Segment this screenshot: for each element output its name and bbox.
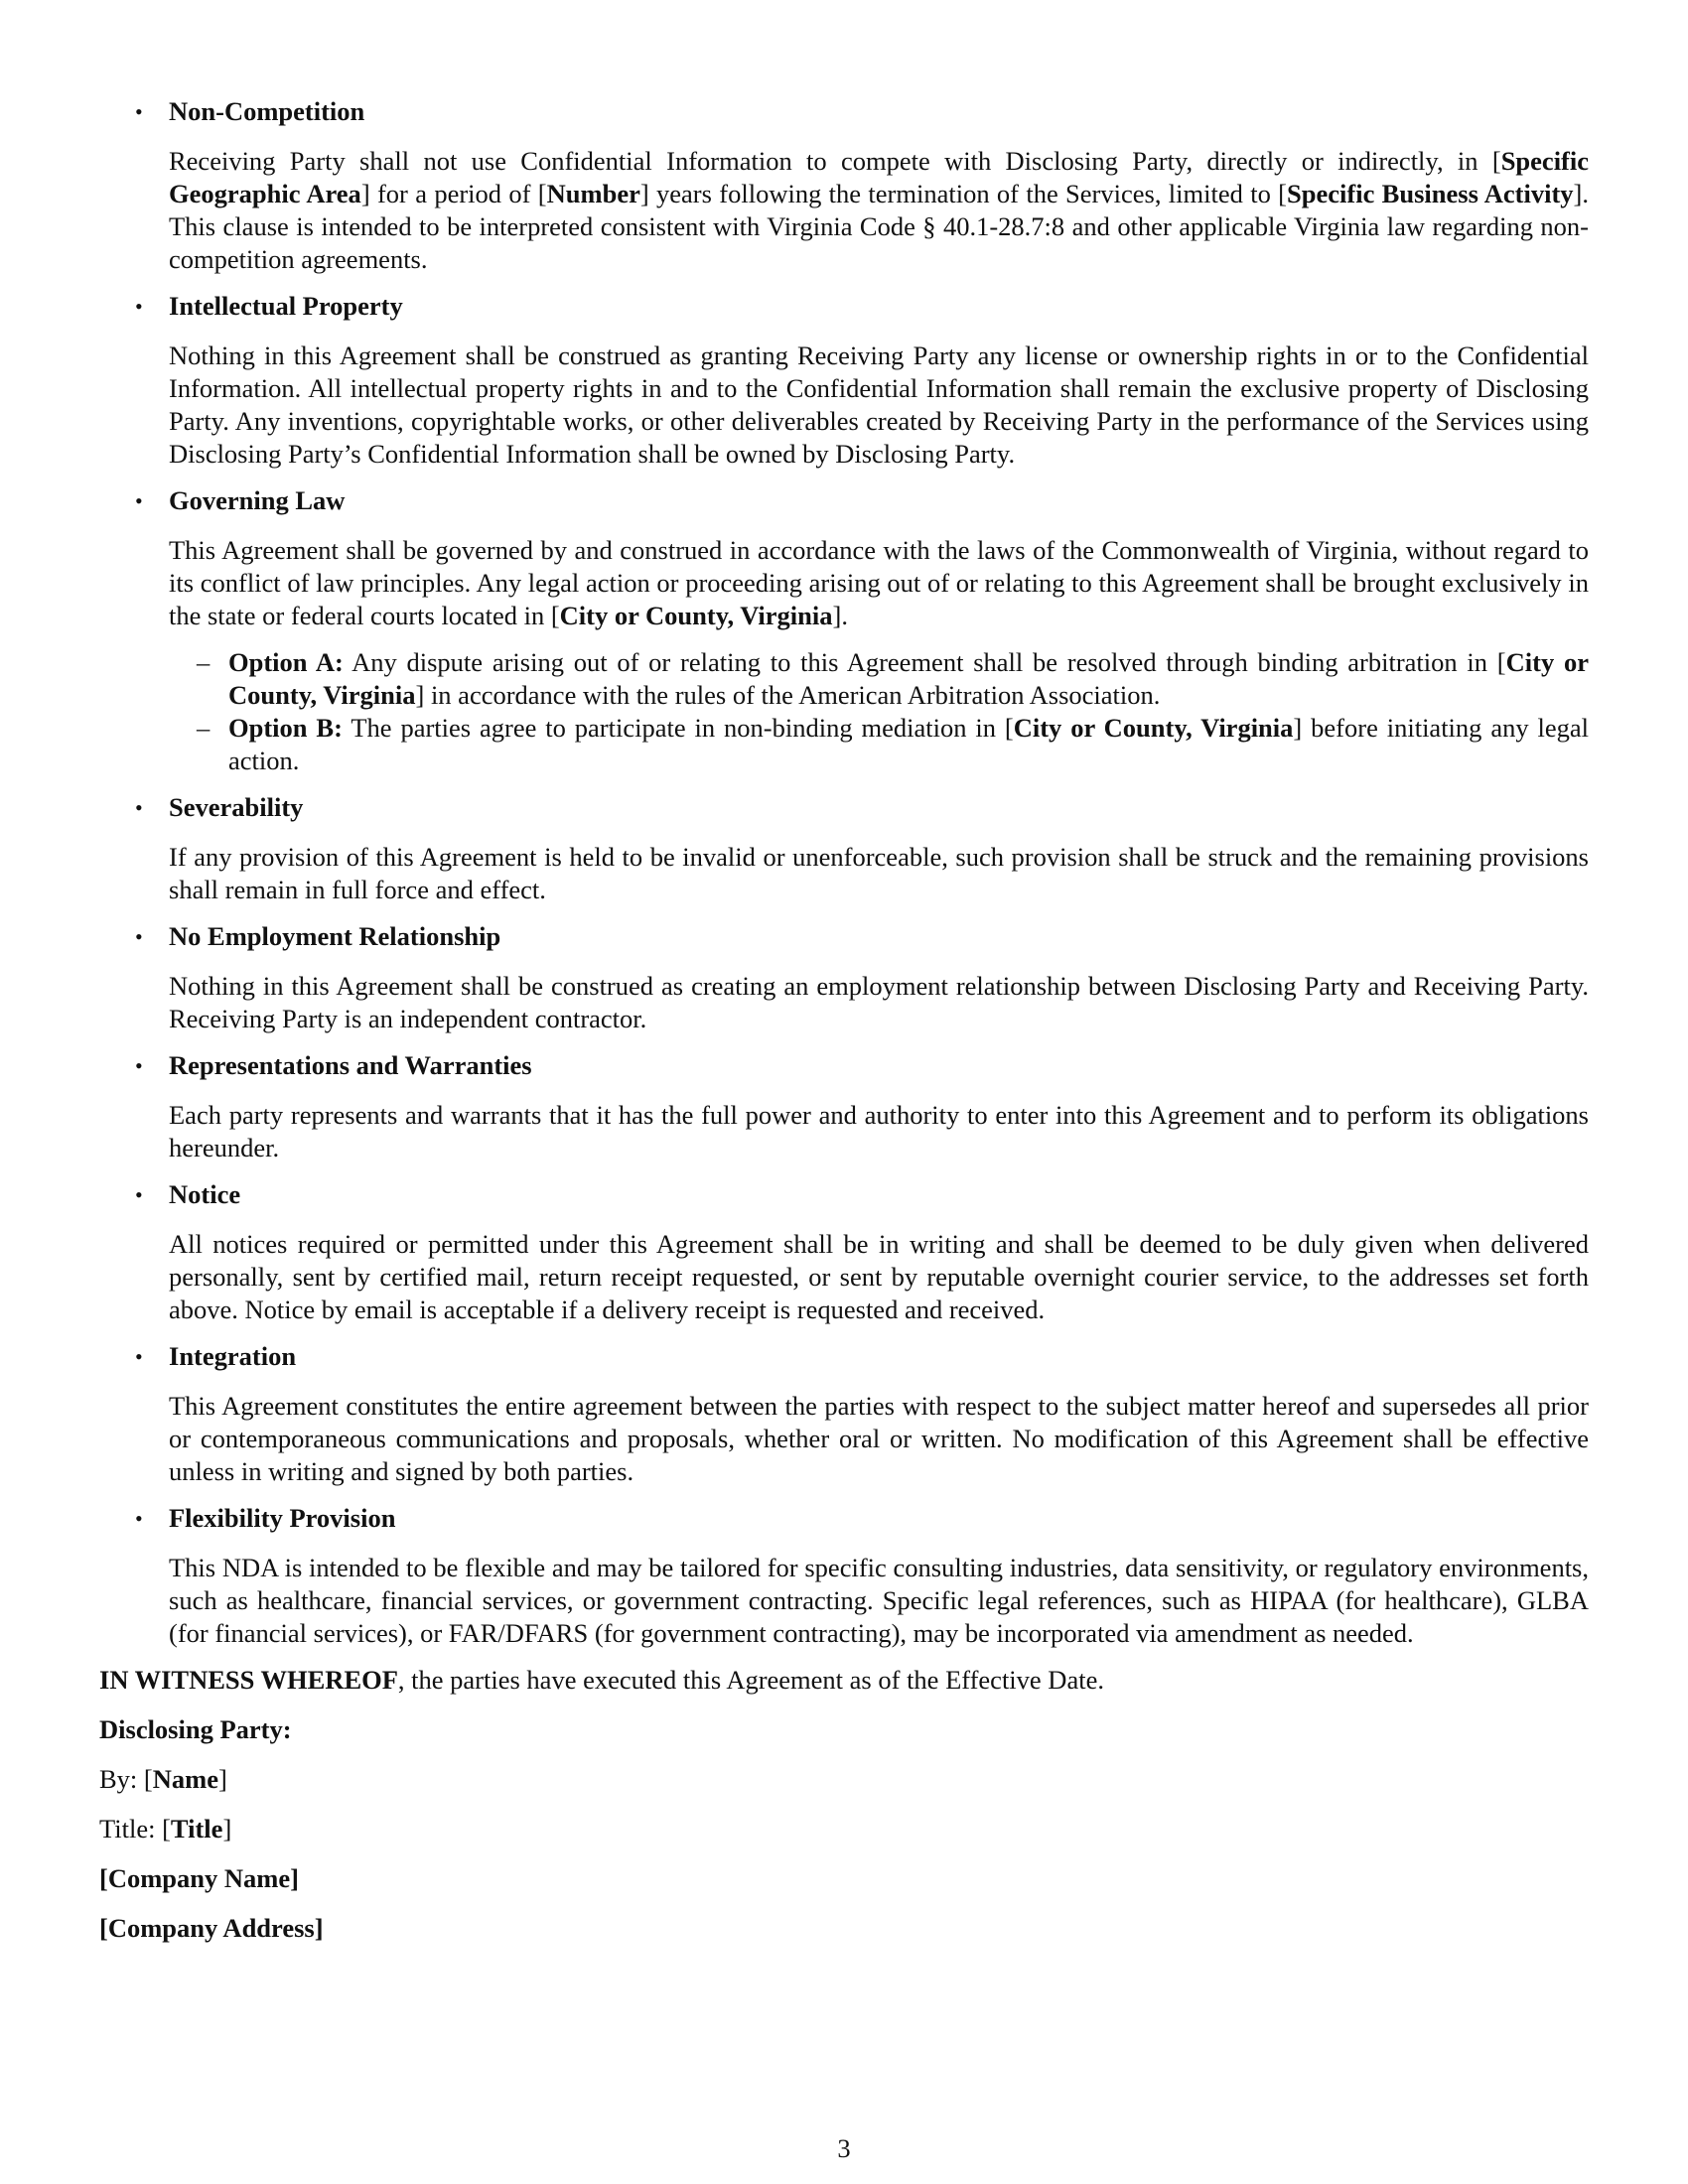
clause-body [169, 841, 1589, 906]
text-run: Each party represents and warrants that it has the full power and authority to enter into this Agreement and to perform its obligations hereunder. [169, 1100, 1589, 1162]
text-run: Receiving Party shall not use Confidential Information to compete with Disclosing Party, directly or indirectly, in [ [169, 146, 1501, 176]
bold-text: City or County, Virginia [559, 601, 833, 630]
text-run: ] years following the termination of the Services, limited to [ [639, 179, 1288, 208]
option-item [169, 712, 1589, 777]
signature-line [99, 1664, 1589, 1697]
text-run: This Agreement shall be governed by and construed in accordance with the laws of the Commonwealth of Virginia, without regard to its conflict of law principles. Any legal action or proceeding arising out of or relating to this Agreement shall be brought exclusively in the state or federal courts located in [ [169, 535, 1589, 630]
bold-text: City or County, Virginia [1013, 713, 1294, 743]
clause-heading: Flexibility Provision [169, 1503, 396, 1533]
clause-body [169, 970, 1589, 1035]
text-run: All notices required or permitted under this Agreement shall be in writing and shall be deemed to be duly given when delivered personally, sent by certified mail, return receipt requested, or sent by reputable overnight courier service, to the addresses set forth above. Notice by email is acceptable if a delivery receipt is requested and received. [169, 1229, 1589, 1324]
page-number: 3 [837, 2133, 851, 2163]
clause-body [169, 1099, 1589, 1164]
signature-line [99, 1713, 1589, 1746]
clause-integration [99, 1340, 1589, 1488]
clause-flexibility-provision [99, 1502, 1589, 1650]
clause-body [169, 1228, 1589, 1326]
clause-heading: No Employment Relationship [169, 921, 501, 951]
bold-text: IN WITNESS WHEREOF [99, 1665, 398, 1695]
text-run: The parties agree to participate in non-binding mediation in [ [342, 713, 1014, 743]
document-page [99, 95, 1589, 1962]
clause-heading: Severability [169, 792, 304, 822]
bullet-icon: • [135, 99, 143, 124]
bullet-icon: • [135, 924, 143, 949]
clause-non-competition [99, 95, 1589, 276]
clause-representations-and-warranties [99, 1049, 1589, 1164]
text-run: Title: [ [99, 1814, 171, 1843]
clause-body [169, 1552, 1589, 1650]
bold-text: Specific Business Activity [1287, 179, 1574, 208]
clause-body [169, 534, 1589, 632]
clause-severability [99, 791, 1589, 906]
clause-intellectual-property [99, 290, 1589, 471]
text-run: ] [217, 1764, 227, 1794]
bold-text: Option B: [228, 713, 343, 743]
clause-list [99, 95, 1589, 1650]
bullet-icon: • [135, 795, 143, 820]
signature-line [99, 1813, 1589, 1845]
bullet-icon: • [135, 1344, 143, 1369]
bold-text: Name [152, 1764, 218, 1794]
text-run: By: [ [99, 1764, 153, 1794]
clause-body [169, 1390, 1589, 1488]
bold-text: Option A: [228, 647, 344, 677]
bullet-icon: • [135, 1182, 143, 1207]
text-run: ]. This clause is intended to be interpreted consistent with Virginia Code § 40.1-28.7:8 and other applicable Virginia law regarding non-competition agreements. [169, 179, 1589, 274]
text-run: ] before initiating any legal action. [228, 713, 1589, 775]
signature-line [99, 1862, 1589, 1895]
bullet-icon: • [135, 1053, 143, 1078]
clause-notice [99, 1178, 1589, 1326]
text-run: This Agreement constitutes the entire agreement between the parties with respect to the subject matter hereof and supersedes all prior or contemporaneous communications and proposals, whether oral or written. No modification of this Agreement shall be effective unless in writing and signed by both parties. [169, 1391, 1589, 1486]
signature-block [99, 1664, 1589, 1945]
option-list [169, 646, 1589, 777]
bullet-icon: • [135, 294, 143, 319]
clause-heading: Representations and Warranties [169, 1050, 532, 1080]
dash-icon: – [197, 647, 211, 677]
clause-heading: Intellectual Property [169, 291, 403, 321]
clause-body [169, 340, 1589, 471]
bullet-icon: • [135, 488, 143, 513]
clause-body [169, 145, 1589, 276]
text-run: If any provision of this Agreement is held to be invalid or unenforceable, such provision shall be struck and the remaining provisions shall remain in full force and effect. [169, 842, 1589, 904]
text-run: Nothing in this Agreement shall be construed as granting Receiving Party any license or ownership rights in or to the Confidential Information. All intellectual property rights in and to the Confidential Information shall remain the exclusive property of Disclosing Party. Any inventions, copyrightable works, or other deliverables created by Receiving Party in the performance of the Services using Disclosing Party’s Confidential Information shall be owned by Disclosing Party. [169, 341, 1589, 469]
bold-text: [Company Address] [99, 1913, 324, 1943]
clause-heading: Non-Competition [169, 96, 365, 126]
clause-no-employment-relationship [99, 920, 1589, 1035]
bold-text: Number [546, 179, 640, 208]
text-run: Any dispute arising out of or relating to this Agreement shall be resolved through binding arbitration in [ [343, 647, 1506, 677]
bullet-icon: • [135, 1506, 143, 1531]
text-run: ] for a period of [ [360, 179, 547, 208]
signature-line [99, 1912, 1589, 1945]
clause-heading: Integration [169, 1341, 297, 1371]
text-run: , the parties have executed this Agreement as of the Effective Date. [397, 1665, 1104, 1695]
text-run: Nothing in this Agreement shall be construed as creating an employment relationship between Disclosing Party and Receiving Party. Receiving Party is an independent contractor. [169, 971, 1589, 1033]
signature-line [99, 1763, 1589, 1796]
text-run: ] [222, 1814, 232, 1843]
bold-text: Disclosing Party: [99, 1714, 292, 1744]
bold-text: City or County, Virginia [228, 647, 1589, 710]
text-run: ] in accordance with the rules of the American Arbitration Association. [415, 680, 1161, 710]
bold-text: Specific Geographic Area [169, 146, 1589, 208]
bold-text: Title [170, 1814, 223, 1843]
clause-governing-law [99, 484, 1589, 777]
clause-heading: Notice [169, 1179, 241, 1209]
option-item [169, 646, 1589, 712]
dash-icon: – [197, 713, 211, 743]
bold-text: [Company Name] [99, 1863, 299, 1893]
text-run: ]. [832, 601, 848, 630]
clause-heading: Governing Law [169, 485, 346, 515]
text-run: This NDA is intended to be flexible and may be tailored for specific consulting industries, data sensitivity, or regulatory environments, such as healthcare, financial services, or government contracting. Specific legal references, such as HIPAA (for healthcare), GLBA (for financial services), or FAR/DFARS (for government contracting), may be incorporated via amendment as needed. [169, 1553, 1589, 1648]
